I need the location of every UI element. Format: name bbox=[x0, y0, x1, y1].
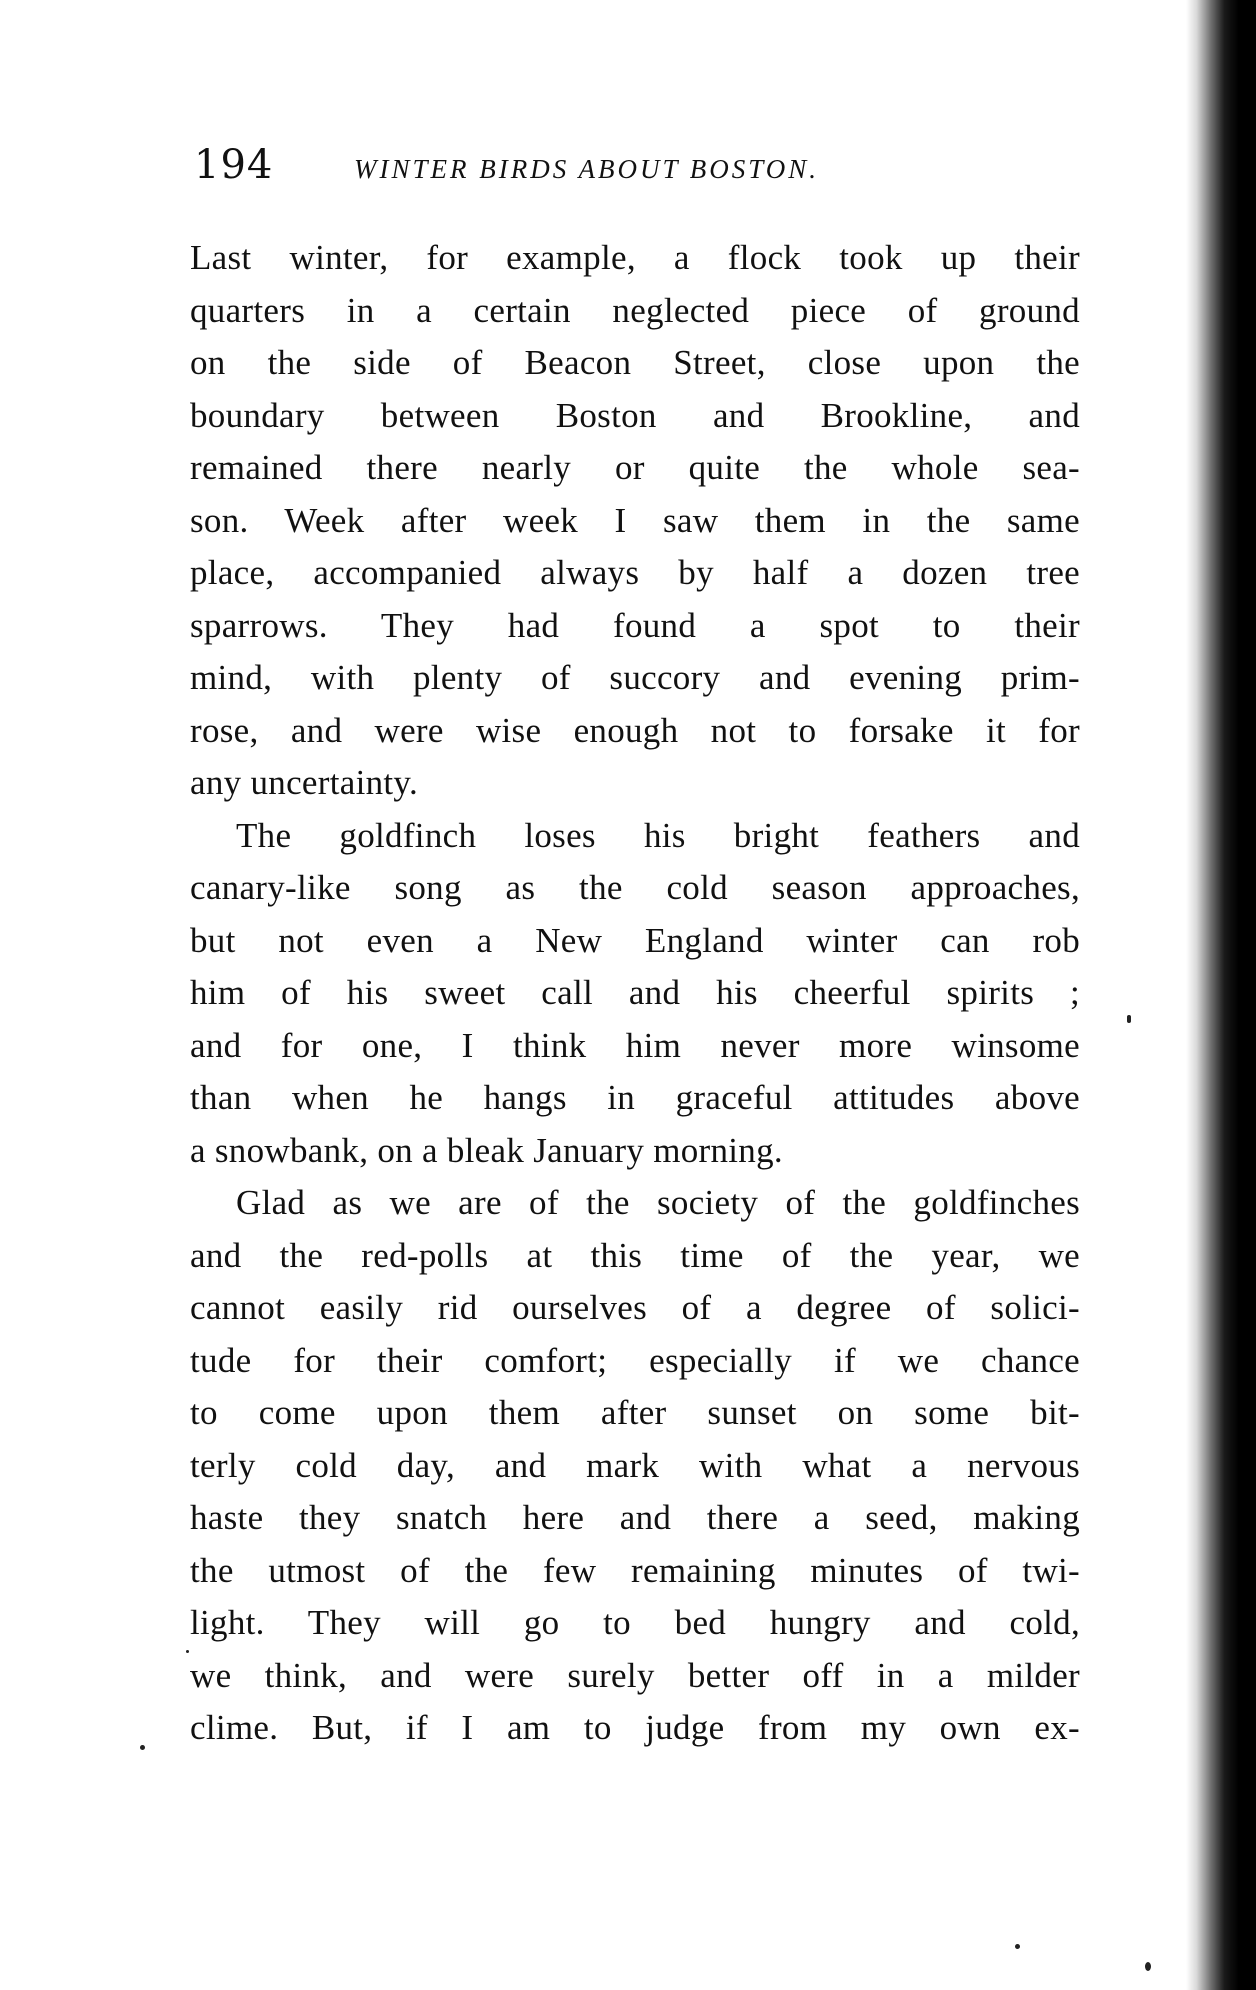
text-line: any uncertainty. bbox=[190, 763, 418, 802]
text-line: him of his sweet call and his cheerful spirits ; bbox=[190, 973, 1080, 1012]
text-line: and for one, I think him never more winsome bbox=[190, 1025, 1080, 1065]
scan-speck bbox=[1127, 1015, 1131, 1023]
scan-speck bbox=[186, 1650, 189, 1653]
text-line: canary-like song as the cold season approaches, bbox=[190, 868, 1080, 907]
text-line: sparrows. They had found a spot to their bbox=[190, 605, 1080, 645]
text-line: place, accompanied always by half a dozen tree bbox=[190, 553, 1080, 592]
text-line: son. Week after week I saw them in the same bbox=[190, 500, 1080, 540]
text-line: tude for their comfort; especially if we chance bbox=[190, 1340, 1080, 1380]
text-line: a snowbank, on a bleak January morning. bbox=[190, 1130, 783, 1170]
text-line: terly cold day, and mark with what a nervous bbox=[190, 1445, 1080, 1485]
running-head: WINTER BIRDS ABOUT BOSTON. bbox=[354, 154, 820, 184]
text-line: light. They will go to bed hungry and cold, bbox=[190, 1603, 1080, 1642]
text-line: clime. But, if I am to judge from my own ex- bbox=[190, 1708, 1080, 1747]
text-line: to come upon them after sunset on some bit- bbox=[190, 1393, 1080, 1432]
text-line: Glad as we are of the society of the goldfinches bbox=[236, 1183, 1080, 1222]
text-line: cannot easily rid ourselves of a degree of solici- bbox=[190, 1288, 1080, 1327]
text-line: the utmost of the few remaining minutes of twi- bbox=[190, 1550, 1080, 1590]
text-line: on the side of Beacon Street, close upon the bbox=[190, 343, 1080, 382]
text-line: than when he hangs in graceful attitudes above bbox=[190, 1078, 1080, 1117]
scan-speck bbox=[1015, 1944, 1020, 1949]
text-line: The goldfinch loses his bright feathers and bbox=[236, 815, 1080, 855]
text-line: haste they snatch here and there a seed, making bbox=[190, 1498, 1080, 1537]
scan-speck bbox=[1145, 1962, 1151, 1971]
text-line: mind, with plenty of succory and evening prim- bbox=[190, 658, 1080, 697]
text-line: but not even a New England winter can rob bbox=[190, 920, 1080, 960]
scan-speck bbox=[140, 1745, 145, 1750]
body-text bbox=[190, 232, 1080, 1755]
text-line: remained there nearly or quite the whole sea- bbox=[190, 448, 1080, 487]
text-line: quarters in a certain neglected piece of ground bbox=[190, 290, 1080, 330]
text-line: boundary between Boston and Brookline, and bbox=[190, 395, 1080, 435]
page-number: 194 bbox=[194, 142, 274, 188]
page-header bbox=[194, 140, 1064, 200]
text-line: we think, and were surely better off in a milder bbox=[190, 1655, 1080, 1695]
text-line: and the red-polls at this time of the year, we bbox=[190, 1235, 1080, 1275]
text-line: Last winter, for example, a flock took up their bbox=[190, 238, 1080, 277]
binding-shadow bbox=[1186, 0, 1256, 1990]
text-line: rose, and were wise enough not to forsake it for bbox=[190, 710, 1080, 750]
